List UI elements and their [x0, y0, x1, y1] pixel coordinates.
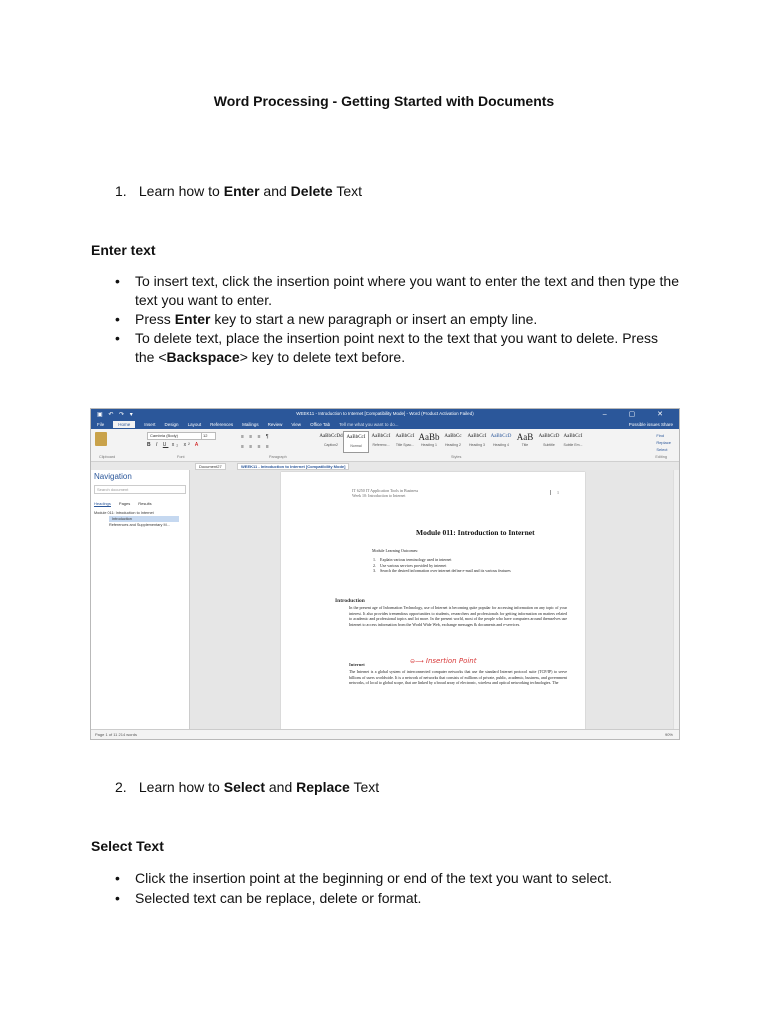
header-page-number: 1 — [550, 490, 559, 495]
navigation-tabs — [91, 496, 189, 510]
style-name: Heading 1 — [421, 443, 437, 447]
zoom-level: 90% — [664, 732, 673, 737]
font-size-box: 12 — [201, 432, 216, 440]
styles-gallery — [319, 431, 585, 453]
document-canvas — [190, 470, 679, 730]
tab-insert: Insert — [144, 422, 156, 427]
style-sample: AaBbCcDd — [319, 434, 343, 439]
select-text-heading: Select Text — [91, 838, 164, 854]
mlo-num: 3. — [373, 568, 376, 573]
keyword-backspace: Backspace — [166, 349, 240, 365]
nav-tab-headings: Headings — [94, 501, 111, 506]
step-keyword-enter: Enter — [223, 183, 260, 199]
style-item — [319, 431, 343, 451]
list-item-text: Click the insertion point at the beginning or end of the text you want to select. — [135, 870, 613, 886]
list-item-text: Press — [135, 311, 175, 327]
style-sample: AaBbCcI — [563, 434, 583, 439]
list-item — [91, 272, 681, 310]
step-number: 2. — [115, 779, 127, 795]
step-text: Text — [349, 779, 380, 795]
mlo-heading: Module Learning Outcomes: — [372, 548, 419, 553]
doc-tab-active: WEEK11 - Introduction to Internet [Compatibility Mode] — [237, 463, 349, 470]
paragraph-group-label: Paragraph — [269, 455, 287, 459]
style-name: Subtitle — [543, 443, 555, 447]
word-window-title: WEEK11 - Introduction to Internet [Compatibility Mode] - Word (Product Activation Failed) — [296, 411, 474, 416]
tab-office-tab: Office Tab — [310, 422, 331, 427]
step-number: 1. — [115, 183, 127, 199]
issues-share: Possible issues Share — [628, 422, 673, 427]
style-sample: AaBb — [418, 432, 440, 442]
enter-text-heading: Enter text — [91, 242, 156, 258]
step-keyword-delete: Delete — [290, 183, 333, 199]
style-item — [561, 431, 585, 451]
header-week: Week 10: Introduction to Internet — [352, 493, 406, 498]
style-name: Caption2 — [323, 443, 338, 447]
style-sample: AaBbCcI — [346, 435, 366, 440]
nav-heading-item: Module 011: Introduction to Internet — [94, 511, 154, 515]
page-title: Word Processing - Getting Started with Documents — [213, 93, 555, 109]
ribbon — [91, 429, 679, 462]
list-item-text: To insert text, click the insertion point where you want to enter the text and then type the text you want to enter. — [135, 273, 679, 308]
nav-heading-item: Introduction — [109, 516, 179, 522]
style-name: Heading 4 — [493, 443, 509, 447]
font-name-box: Cambria (Body) — [147, 432, 203, 440]
word-titlebar — [91, 409, 679, 420]
paste-icon — [95, 432, 107, 446]
replace-item: Replace — [656, 440, 671, 445]
style-item — [513, 431, 537, 451]
editing-group — [656, 432, 671, 453]
style-sample: AaBbCcD — [538, 434, 560, 439]
style-name: Title Spac... — [395, 443, 415, 447]
nav-heading-item: References and Supplementary M... — [109, 523, 170, 527]
word-screenshot — [90, 408, 680, 740]
step-text: Learn how to — [138, 779, 224, 795]
step-keyword-select: Select — [223, 779, 265, 795]
header-course: IT 6250 IT Application Tools in Business — [352, 488, 419, 493]
list-item-text: To delete text, place the insertion point next to the text that you want to delete. Press the < — [135, 330, 658, 365]
style-sample: AaBbCcI — [395, 434, 415, 439]
font-group-label: Font — [177, 455, 185, 459]
mlo-text: Search the desired information over internet define e-mail and its various features — [380, 568, 511, 573]
arrow-icon: ⊖⟶ — [410, 658, 424, 665]
style-sample: AaB — [516, 432, 534, 442]
mlo-list — [373, 557, 573, 574]
style-item — [417, 431, 441, 451]
mlo-text: Use various services provided by internet — [380, 562, 447, 568]
style-item — [537, 431, 561, 451]
step-2 — [115, 779, 379, 795]
style-item — [369, 431, 393, 451]
navigation-search: Search document — [94, 485, 186, 494]
find-item: Find — [656, 433, 665, 438]
font-format-icons: B I U x₂ x² A — [147, 442, 201, 448]
mlo-text: Explain various terminology used in internet — [380, 557, 452, 562]
list-item-text: Selected text can be replace, delete or format. — [135, 890, 422, 906]
tab-view: View — [291, 422, 302, 427]
status-bar — [91, 729, 679, 739]
step-text: Text — [332, 183, 363, 199]
style-sample: AaBbCcI — [467, 434, 487, 439]
page-header — [352, 488, 418, 498]
paragraph-icons: ≡ ≡ ≡ ¶ ≡ ≡ ≡ ≡ — [241, 434, 271, 450]
select-text-list — [91, 868, 681, 908]
list-item-text: key to start a new paragraph or insert an empty line. — [210, 311, 538, 327]
tab-home: Home — [113, 421, 135, 428]
style-item — [489, 431, 513, 451]
tab-review: Review — [267, 422, 283, 427]
navigation-pane — [91, 470, 190, 730]
style-item — [441, 431, 465, 451]
doc-tab: Document27 — [195, 463, 226, 470]
list-item — [91, 888, 681, 908]
style-sample: AaBbCcD — [490, 434, 512, 439]
style-name: Referenc... — [372, 443, 390, 447]
document-page — [281, 472, 585, 730]
mlo-num: 1. — [373, 557, 376, 562]
mlo-num: 2. — [373, 562, 376, 568]
ribbon-tabs — [91, 420, 679, 429]
clipboard-group-label: Clipboard — [99, 455, 116, 459]
list-item — [91, 329, 681, 367]
style-item — [343, 431, 369, 453]
mlo-item — [373, 568, 573, 574]
keyword-enter: Enter — [174, 311, 211, 327]
status-text: Page 1 of 11 214 words — [95, 732, 137, 737]
tab-design: Design — [164, 422, 179, 427]
list-item — [91, 868, 681, 888]
tab-layout: Layout — [187, 422, 202, 427]
select-item: Select — [656, 447, 668, 452]
navigation-title: Navigation — [94, 472, 132, 481]
insertion-point-annotation — [410, 657, 476, 665]
styles-group-label: Styles — [451, 455, 462, 459]
style-name: Heading 2 — [445, 443, 461, 447]
list-item — [91, 310, 681, 329]
step-1 — [115, 183, 362, 199]
quick-access-toolbar: ▣ ↶ ↷ ▾ — [97, 412, 135, 418]
vertical-scrollbar — [673, 470, 679, 730]
style-item — [393, 431, 417, 451]
step-text: and — [259, 183, 291, 199]
module-title: Module 011: Introduction to Internet — [416, 528, 535, 537]
style-name: Heading 3 — [469, 443, 485, 447]
nav-tab-results: Results — [138, 501, 152, 506]
internet-heading: Internet — [349, 662, 365, 667]
style-name: Title — [521, 443, 529, 447]
step-text: and — [264, 779, 297, 795]
style-sample: AaBbCc — [444, 434, 462, 439]
nav-tab-pages: Pages — [118, 501, 131, 506]
annotation-text: Insertion Point — [425, 657, 477, 665]
window-controls: – ▢ ✕ — [602, 411, 673, 418]
style-sample: AaBbCcI — [371, 434, 391, 439]
enter-text-list — [91, 272, 681, 367]
introduction-heading: Introduction — [335, 598, 365, 604]
style-name: Normal — [350, 444, 362, 448]
list-item-text: > key to delete text before. — [239, 349, 406, 365]
editing-group-label: Editing — [655, 455, 667, 459]
step-keyword-replace: Replace — [296, 779, 350, 795]
step-text: Learn how to — [138, 183, 224, 199]
internet-paragraph: The Internet is a global system of interconnected computer networks that use the standard Internet protocol suite (TCP/IP) to serve billions of users worldwide. It is a network of networks that consists of millions of private, public, academic, business, and government networks, of local to global scope, that are linked by a broad array of electronic, wireless and optical networking technologies. The — [349, 669, 567, 685]
tab-file: File — [97, 422, 105, 427]
tell-me-box: Tell me what you want to do... — [339, 422, 399, 427]
style-name: Subtle Em... — [563, 443, 583, 447]
tab-mailings: Mailings — [242, 422, 259, 427]
introduction-paragraph: In the present age of Information Technology, use of Internet is becoming quite popular for accessing information on any topic of your interest. It also provides tremendous opportunities to students, researchers and professionals for getting information on matters related to academic and professional topics and lot more. In the present world, most of the people who have computers around themselves use Internet to access information from the World Wide Web, exchange messages & documents and e-services. — [349, 605, 567, 627]
tab-references: References — [210, 422, 234, 427]
style-item — [465, 431, 489, 451]
